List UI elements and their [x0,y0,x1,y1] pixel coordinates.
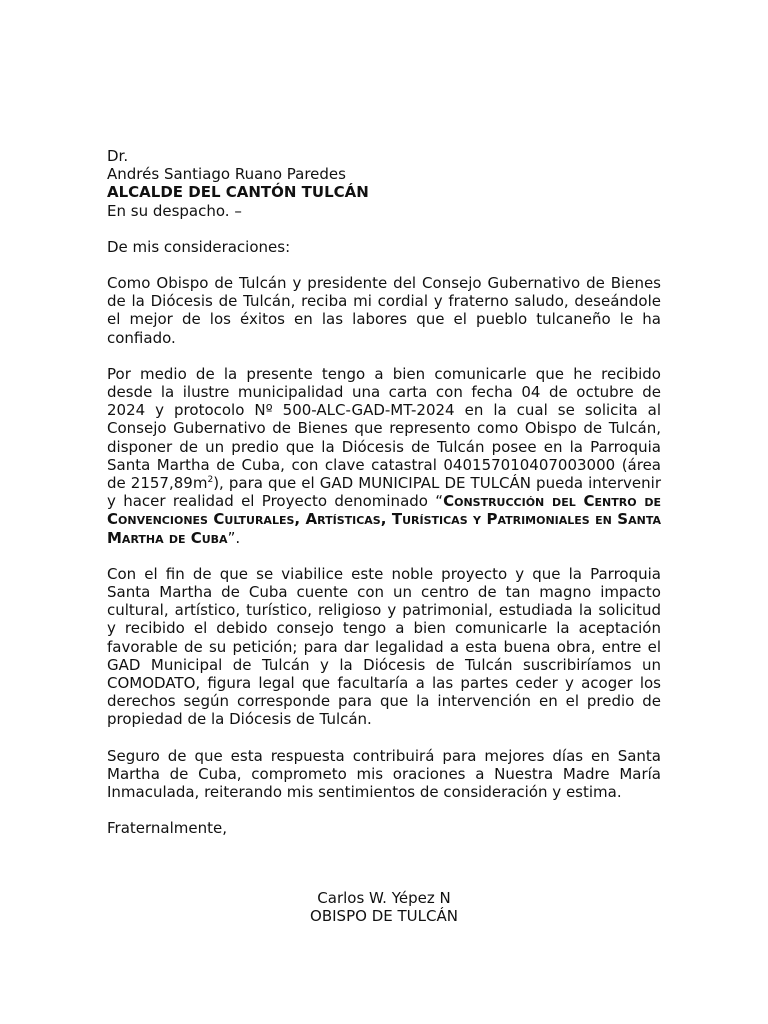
recipient-position: ALCALDE DEL CANTÓN TULCÁN [107,183,369,202]
closing: Fraternalmente, [107,819,227,838]
request-text-3: ”. [227,528,241,547]
request-text-2: ), para que el GAD MUNICIPAL DE TULCÁN pueda intervenir y hacer realidad el Proyecto denominado “ [107,474,661,511]
signature-block [0,889,768,925]
area-superscript: 2 [207,475,214,486]
recipient-title: Dr. [107,147,129,165]
paragraph-greeting: Como Obispo de Tulcán y presidente del Consejo Gubernativo de Bienes de la Diócesis de Tulcán, reciba mi cordial y fraterno saludo, deseándole el mejor de los éxitos en las labores que el pueblo tulcaneño le ha confiado. [107,274,661,347]
paragraph-request [107,365,661,547]
signer-title: OBISPO DE TULCÁN [310,907,458,926]
signer-name: Carlos W. Yépez N [317,889,451,907]
request-text-1: Por medio de la presente tengo a bien comunicarle que he recibido desde la ilustre municipalidad una carta con fecha 04 de octubre de 2024 y protocolo Nº 500-ALC-GAD-MT-2024 en la cual se solicita al Consejo Gubernativo de Bienes que represento como Obispo de Tulcán, disponer de un predio que la Diócesis de Tulcán posee en la Parroquia Santa Martha de Cuba, con clave catastral 040157010407003000 (área de 2157,89m [107,364,661,493]
salutation: De mis consideraciones: [107,237,291,256]
letter-body [107,147,661,838]
paragraph-farewell: Seguro de que esta respuesta contribuirá para mejores días en Santa Martha de Cuba, comprometo mis oraciones a Nuestra Madre María Inmaculada, reiterando mis sentimientos de consideración y estima. [107,746,661,802]
project-name: Construcción del Centro de Convenciones Culturales, Artísticas, Turísticas y Patrimoniales en Santa Martha de Cuba [107,492,661,547]
paragraph-acceptance: Con el fin de que se viabilice este noble proyecto y que la Parroquia Santa Martha de Cuba cuente con un centro de tan magno impacto cultural, artístico, turístico, religioso y patrimonial, estudiada la solicitud y recibido el debido consejo tengo a bien comunicarle la aceptación favorable de su petición; para dar legalidad a esta buena obra, entre el GAD Municipal de Tulcán y la Diócesis de Tulcán suscribiríamos un COMODATO, figura legal que facultaría a las partes ceder y acoger los derechos según corresponde para que la intervención en el predio de propiedad de la Diócesis de Tulcán. [107,564,661,729]
recipient-name: Andrés Santiago Ruano Paredes [107,165,346,184]
recipient-location: En su despacho. – [107,201,242,220]
